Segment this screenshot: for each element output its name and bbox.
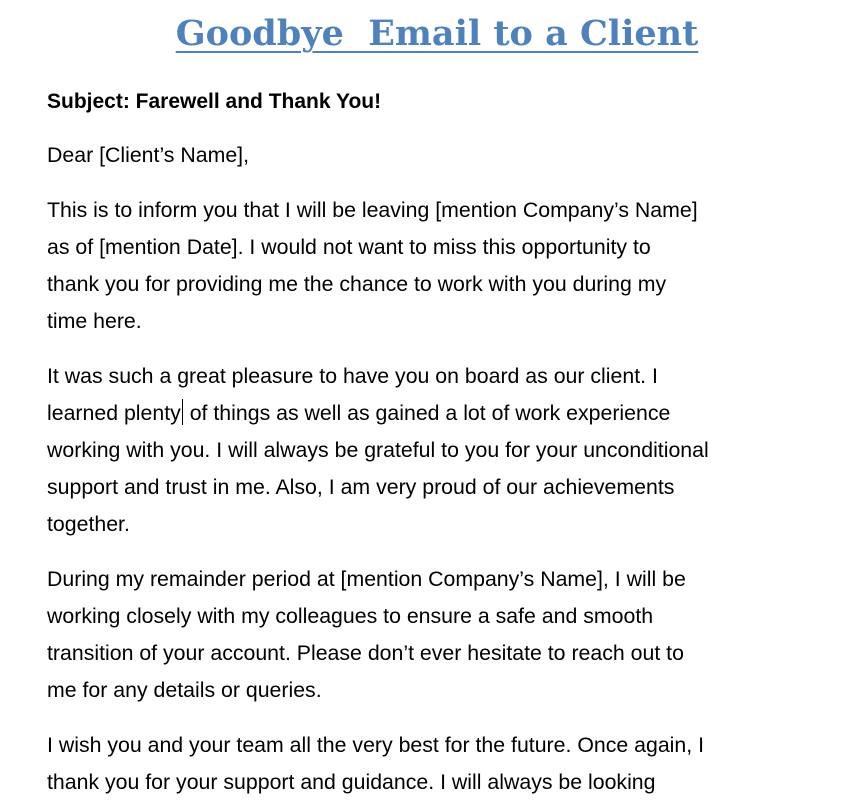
paragraph-line: time here. xyxy=(47,309,142,333)
paragraph-line: support and trust in me. Also, I am very proud of our achievements xyxy=(47,475,675,499)
paragraph-line: During my remainder period at [mention Company’s Name], I will be xyxy=(47,567,686,591)
paragraph-line-with-caret xyxy=(47,395,837,432)
paragraph-line: me for any details or queries. xyxy=(47,678,322,702)
paragraph-line: working closely with my colleagues to ensure a safe and smooth xyxy=(47,604,654,628)
paragraph-1 xyxy=(47,192,837,340)
text-before-caret: learned plenty xyxy=(47,401,181,425)
paragraph-line: working with you. I will always be grateful to you for your unconditional xyxy=(47,438,709,462)
document-title: Goodbye Email to a Client xyxy=(175,13,699,54)
paragraph-line: thank you for your support and guidance. I will always be looking xyxy=(47,770,656,794)
paragraph-3 xyxy=(47,561,837,709)
paragraph-4 xyxy=(47,727,837,801)
paragraph-line: transition of your account. Please don’t ever hesitate to reach out to xyxy=(47,641,684,665)
text-cursor xyxy=(182,399,183,425)
paragraph-line: It was such a great pleasure to have you on board as our client. I xyxy=(47,364,658,388)
paragraph-line: as of [mention Date]. I would not want to miss this opportunity to xyxy=(47,235,651,259)
paragraph-line: together. xyxy=(47,512,130,536)
paragraph-line: I wish you and your team all the very best for the future. Once again, I xyxy=(47,733,705,757)
text-after-caret: of things as well as gained a lot of work experience xyxy=(183,401,671,425)
paragraph-line: This is to inform you that I will be leaving [mention Company’s Name] xyxy=(47,198,698,222)
email-greeting xyxy=(47,137,837,174)
email-subject: Subject: Farewell and Thank You! xyxy=(47,90,382,113)
paragraph-line: thank you for providing me the chance to work with you during my xyxy=(47,272,667,296)
greeting-line: Dear [Client’s Name], xyxy=(47,143,249,167)
paragraph-2 xyxy=(47,358,837,543)
